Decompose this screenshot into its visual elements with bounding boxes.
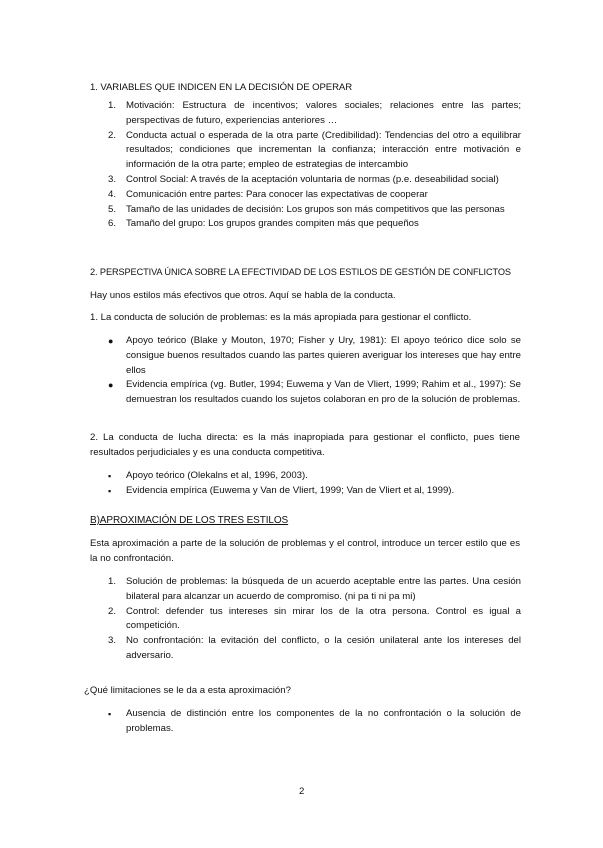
list-item <box>108 188 521 203</box>
sectionB-list <box>108 575 521 664</box>
bullet-icon: ● <box>108 336 114 346</box>
item-text: Motivación: Estructura de incentivos; valores sociales; relaciones entre las partes; perspectivas de futuro, experiencias anteriores … <box>126 100 521 126</box>
list-item <box>108 378 521 408</box>
limitations-bullets <box>108 707 521 737</box>
list-item <box>108 707 521 737</box>
bullet-icon: ● <box>108 380 114 391</box>
list-item <box>108 129 521 173</box>
item-text: Solución de problemas: la búsqueda de un acuerdo aceptable entre las partes. Una cesión bilateral para alcanzar un acuerdo de compromiso. (ni pa ti ni pa mi) <box>126 576 521 602</box>
item-number: 1. <box>108 100 117 111</box>
list-item <box>108 173 521 188</box>
bullet-icon: ▪ <box>108 709 112 719</box>
bullet-icon: ▪ <box>108 485 112 496</box>
list-item <box>108 99 521 129</box>
list-item <box>108 575 521 605</box>
item-number: 5. <box>108 203 117 215</box>
item-number: 3. <box>108 173 117 185</box>
item-text: Control: defender tus intereses sin mirar los de la otra persona. Control es igual a competición. <box>126 605 521 632</box>
item-text: Evidencia empírica (Euwema y Van de Vliert, 1999; Van de Vliert et al, 1999). <box>126 484 455 496</box>
section2-heading: 2. PERSPECTIVA ÚNICA SOBRE LA EFECTIVIDAD DE LOS ESTILOS DE GESTIÓN DE CONFLICTOS <box>90 267 511 277</box>
item-text: Apoyo teórico (Olekalns et al, 1996, 2003). <box>126 470 308 481</box>
section2-intro: Hay unos estilos más efectivos que otros. Aquí se habla de la conducta. <box>90 290 396 301</box>
item-number: 2. <box>108 605 117 617</box>
item-text: Comunicación entre partes: Para conocer las expectativas de cooperar <box>126 188 428 200</box>
item-text: No confrontación: la evitación del conflicto, o la cesión unilateral ante los intereses del adversario. <box>126 635 521 661</box>
item-number: 2. <box>108 129 117 141</box>
sectionB-intro: Esta aproximación a parte de la solución de problemas y el control, introduce un tercer estilo que es la no confrontación. <box>90 538 520 564</box>
limitations-question: ¿Qué limitaciones se le da a esta aproximación? <box>84 685 291 696</box>
bullet-icon: ▪ <box>108 471 112 481</box>
section1-list <box>108 99 521 232</box>
list-item <box>108 334 521 378</box>
item-text: Apoyo teórico (Blake y Mouton, 1970; Fisher y Ury, 1981): El apoyo teórico dice solo se consigue buenos resultados cuando las partes quieren averiguar los intereses que hay entre ellos <box>126 335 521 376</box>
item-number: 4. <box>108 188 117 200</box>
list-item <box>108 484 521 499</box>
item-text: Evidencia empírica (vg. Butler, 1994; Euwema y Van de Vliert, 1999; Rahim et al., 1997): Se demuestran los resultados cuando los sujetos colaboran en pro de la solución de problemas. <box>126 379 521 406</box>
item-text: Control Social: A través de la aceptación voluntaria de normas (p.e. deseabilidad social) <box>126 173 499 185</box>
section1-heading: 1. VARIABLES QUE INDICEN EN LA DECISIÓN DE OPERAR <box>90 82 353 93</box>
section2-point1: 1. La conducta de solución de problemas: es la más apropiada para gestionar el conflicto. <box>90 312 472 323</box>
item-number: 3. <box>108 635 117 647</box>
item-number: 1. <box>108 576 117 587</box>
sectionB-heading: B)APROXIMACIÓN DE LOS TRES ESTILOS <box>90 515 289 526</box>
item-text: Conducta actual o esperada de la otra parte (Credibilidad): Tendencias del otro a equilibrar resultados; condiciones que incrementan la confianza; interacción entre motivación e información de la otra parte; empleo de estrategias de intercambio <box>126 129 521 171</box>
list-item <box>108 469 521 484</box>
item-text: Tamaño de las unidades de decisión: Los grupos son más competitivos que las personas <box>126 203 505 215</box>
list-item <box>108 605 521 635</box>
list-item <box>108 203 521 218</box>
list-item <box>108 634 521 664</box>
point1-bullets <box>108 334 521 408</box>
item-text: Tamaño del grupo: Los grupos grandes compiten más que pequeños <box>126 218 419 230</box>
item-text: Ausencia de distinción entre los componentes de la no confrontación o la solución de problemas. <box>126 708 521 734</box>
point2-bullets <box>108 469 521 499</box>
item-number: 6. <box>108 218 117 230</box>
section2-point2: 2. La conducta de lucha directa: es la más inapropiada para gestionar el conflicto, pues tiene resultados perjudiciales y es una conducta competitiva. <box>90 432 520 458</box>
page-number: 2 <box>299 786 305 797</box>
list-item <box>108 217 521 232</box>
